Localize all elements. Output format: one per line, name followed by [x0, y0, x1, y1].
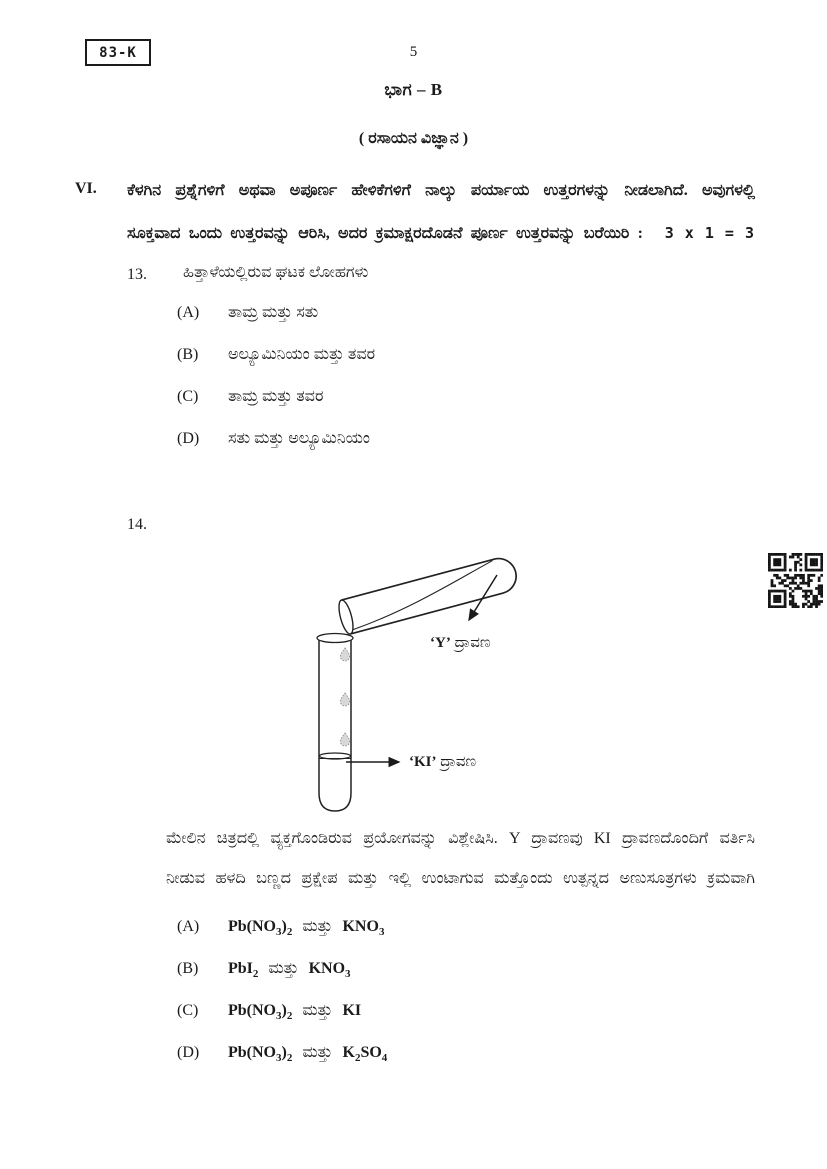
y-solution-label — [430, 634, 491, 652]
qr-code — [768, 553, 823, 608]
q13-option-c — [177, 386, 323, 408]
page-number: 5 — [409, 44, 418, 60]
formula: $Pb(NO_3)_2$ — [228, 918, 293, 939]
pouring-test-tube — [336, 555, 520, 636]
formula: $KNO_3$ — [308, 960, 351, 981]
option-letter: (A) — [177, 918, 200, 935]
pouring-liquid-line — [346, 561, 501, 630]
tube-mouth — [317, 634, 353, 643]
y-solution-code: ‘Y’ — [430, 635, 451, 651]
conjunction: ಮತ್ತು — [302, 1044, 333, 1061]
q14-text-line-2: ನೀಡುವ ಹಳದಿ ಬಣ್ಣದ ಪ್ರಕ್ಷೇಪ ಮತ್ತು ಇಲ್ಲಿ ಉಂಟಾಗುವ ಮತ್ತೊಂದು ಉತ್ಪನ್ನದ ಅಣುಸೂತ್ರಗಳು ಕ್ರಮವಾಗಿ — [166, 870, 755, 887]
formula: $Pb(NO_3)_2$ — [228, 1002, 293, 1023]
drop-icon — [340, 648, 349, 746]
part-title: ಭಾಗ – B — [384, 80, 443, 99]
q13-option-b — [177, 344, 375, 366]
option-letter: (B) — [177, 346, 199, 363]
formula: $K_2SO_4$ — [342, 1044, 388, 1065]
y-solution-word: ದ್ರಾವಣ — [454, 635, 491, 651]
q14-option-a — [177, 916, 384, 943]
formula: KI — [342, 1002, 362, 1019]
instruction-line-2-text: ಸೂಕ್ತವಾದ ಒಂದು ಉತ್ತರವನ್ನು ಆರಿಸಿ, ಅದರ ಕ್ರಮಾಕ್ಷರದೊಡನೆ ಪೂರ್ಣ ಉತ್ತರವನ್ನು ಬರೆಯಿರಿ : — [127, 225, 643, 242]
option-text: ತಾಮ್ರ ಮತ್ತು ಸತು — [228, 304, 319, 321]
q14-number: 14. — [127, 516, 147, 533]
subject-title: ( ರಸಾಯನ ವಿಜ್ಞಾನ ) — [358, 130, 469, 147]
option-letter: (D) — [177, 430, 200, 447]
option-letter: (A) — [177, 304, 200, 321]
option-letter: (C) — [177, 388, 199, 405]
formula: $KNO_3$ — [342, 918, 385, 939]
option-text: ಅಲ್ಯೂಮಿನಿಯಂ ಮತ್ತು ತವರ — [228, 346, 376, 363]
marks-value: 3 x 1 = 3 — [664, 224, 755, 242]
section-numeral: VI. — [75, 180, 97, 197]
pouring-tube-mouth — [336, 599, 356, 636]
option-letter: (C) — [177, 1002, 199, 1019]
formula: PbI$_2$ — [228, 960, 259, 981]
q14-option-d — [177, 1042, 387, 1069]
q13-option-d — [177, 428, 370, 450]
q14-option-c — [177, 1000, 361, 1027]
q13-option-a — [177, 302, 318, 324]
test-tube-experiment-diagram — [300, 545, 640, 820]
conjunction: ಮತ್ತು — [302, 918, 333, 935]
conjunction: ಮತ್ತು — [268, 960, 299, 977]
q14-option-b — [177, 958, 351, 985]
option-letter: (B) — [177, 960, 199, 977]
q14-text-line-1: ಮೇಲಿನ ಚಿತ್ರದಲ್ಲಿ ವ್ಯಕ್ತಗೊಂಡಿರುವ ಪ್ರಯೋಗವನ್ನು ವಿಶ್ಲೇಷಿಸಿ. Y ದ್ರಾವಣವು KI ದ್ರಾವಣದೊಂದಿಗೆ ವರ್ತಿಸಿ — [166, 830, 755, 847]
option-text: ತಾಮ್ರ ಮತ್ತು ತವರ — [228, 388, 324, 405]
option-text: ಸತು ಮತ್ತು ಅಲ್ಯೂಮಿನಿಯಂ — [228, 430, 370, 447]
ki-solution-code: ‘KI’ — [409, 754, 437, 770]
q13-text: ಹಿತ್ತಾಳೆಯಲ್ಲಿರುವ ಘಟಕ ಲೋಹಗಳು — [183, 264, 369, 281]
option-letter: (D) — [177, 1044, 200, 1061]
formula: $Pb(NO_3)_2$ — [228, 1044, 293, 1065]
ki-solution-label — [409, 753, 476, 771]
conjunction: ಮತ್ತು — [302, 1002, 333, 1019]
instruction-line-1: ಕೆಳಗಿನ ಪ್ರಶ್ನೆಗಳಿಗೆ ಅಥವಾ ಅಪೂರ್ಣ ಹೇಳಿಕೆಗಳಿಗೆ ನಾಲ್ಕು ಪರ್ಯಾಯ ಉತ್ತರಗಳನ್ನು ನೀಡಲಾಗಿದೆ. ಅವುಗಳಲ್ಲಿ — [127, 182, 755, 199]
y-arrow — [469, 575, 497, 620]
paper-code: 83-K — [99, 44, 137, 61]
instruction-line-2 — [127, 223, 755, 245]
ki-solution-word: ದ್ರಾವಣ — [440, 754, 477, 770]
q13-number: 13. — [127, 266, 147, 283]
